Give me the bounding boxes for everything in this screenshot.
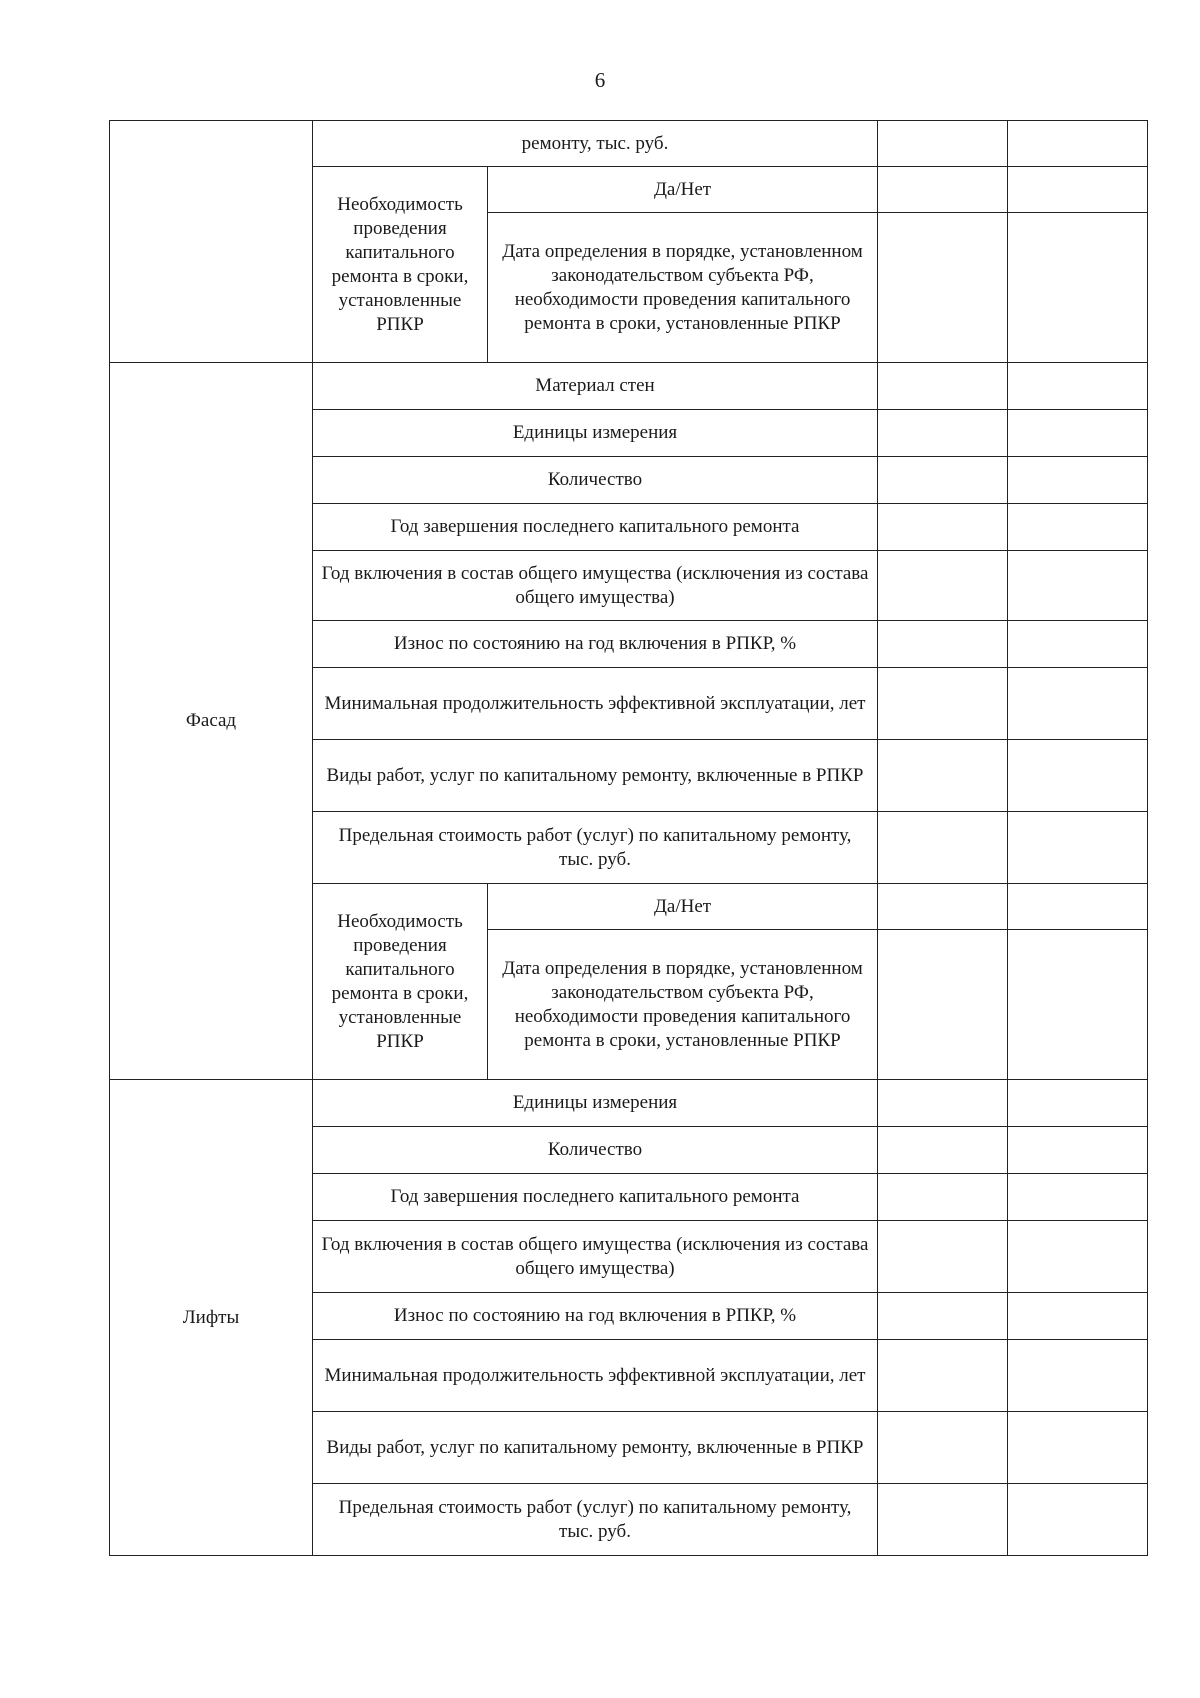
row-label: Материал стен: [313, 363, 878, 410]
value-cell[interactable]: [1008, 1484, 1148, 1556]
value-cell[interactable]: [1008, 740, 1148, 812]
value-cell[interactable]: [1008, 668, 1148, 740]
group-cell-continued: [110, 121, 313, 363]
value-cell[interactable]: [1008, 621, 1148, 668]
row-label: Год включения в состав общего имущества (исключения из состава общего имущества): [313, 1221, 878, 1293]
row-label: ремонту, тыс. руб.: [313, 121, 878, 167]
table-row: [110, 363, 1148, 410]
value-cell[interactable]: [1008, 1080, 1148, 1127]
date-definition-label: Дата определения в порядке, установленном законодательством субъекта РФ, необходимости проведения капитального ремонта в сроки, установленные РПКР: [488, 930, 878, 1080]
value-cell[interactable]: [1008, 1174, 1148, 1221]
row-label: Предельная стоимость работ (услуг) по капитальному ремонту, тыс. руб.: [313, 1484, 878, 1556]
value-cell[interactable]: [878, 1484, 1008, 1556]
value-cell[interactable]: [878, 1174, 1008, 1221]
value-cell[interactable]: [878, 410, 1008, 457]
value-cell[interactable]: [1008, 1412, 1148, 1484]
row-label: Виды работ, услуг по капитальному ремонту, включенные в РПКР: [313, 1412, 878, 1484]
value-cell[interactable]: [1008, 1221, 1148, 1293]
value-cell[interactable]: [878, 884, 1008, 930]
value-cell[interactable]: [1008, 457, 1148, 504]
value-cell[interactable]: [1008, 121, 1148, 167]
table-row: [110, 121, 1148, 167]
value-cell[interactable]: [878, 621, 1008, 668]
value-cell[interactable]: [878, 167, 1008, 213]
value-cell[interactable]: [1008, 1293, 1148, 1340]
value-cell[interactable]: [878, 213, 1008, 363]
value-cell[interactable]: [878, 121, 1008, 167]
yes-no-label: Да/Нет: [488, 884, 878, 930]
value-cell[interactable]: [1008, 1340, 1148, 1412]
value-cell[interactable]: [878, 1412, 1008, 1484]
value-cell[interactable]: [878, 1127, 1008, 1174]
need-repair-label: Необходимость проведения капитального ремонта в сроки, установленные РПКР: [313, 884, 488, 1080]
value-cell[interactable]: [1008, 167, 1148, 213]
capital-repair-table: [109, 120, 1148, 1556]
value-cell[interactable]: [1008, 410, 1148, 457]
group-label-lifts: Лифты: [110, 1080, 313, 1556]
row-label: Минимальная продолжительность эффективной эксплуатации, лет: [313, 668, 878, 740]
value-cell[interactable]: [878, 668, 1008, 740]
yes-no-label: Да/Нет: [488, 167, 878, 213]
value-cell[interactable]: [1008, 930, 1148, 1080]
row-label: Виды работ, услуг по капитальному ремонту, включенные в РПКР: [313, 740, 878, 812]
page-number: 6: [594, 68, 606, 92]
value-cell[interactable]: [1008, 884, 1148, 930]
value-cell[interactable]: [1008, 504, 1148, 551]
row-label: Количество: [313, 1127, 878, 1174]
value-cell[interactable]: [878, 930, 1008, 1080]
value-cell[interactable]: [878, 1080, 1008, 1127]
row-label: Год завершения последнего капитального ремонта: [313, 1174, 878, 1221]
value-cell[interactable]: [878, 551, 1008, 621]
row-label: Износ по состоянию на год включения в РПКР, %: [313, 1293, 878, 1340]
value-cell[interactable]: [878, 1221, 1008, 1293]
row-label: Износ по состоянию на год включения в РПКР, %: [313, 621, 878, 668]
value-cell[interactable]: [878, 457, 1008, 504]
row-label: Количество: [313, 457, 878, 504]
group-label-facade: Фасад: [110, 363, 313, 1080]
value-cell[interactable]: [1008, 213, 1148, 363]
need-repair-label: Необходимость проведения капитального ремонта в сроки, установленные РПКР: [313, 167, 488, 363]
value-cell[interactable]: [1008, 1127, 1148, 1174]
value-cell[interactable]: [878, 812, 1008, 884]
value-cell[interactable]: [1008, 551, 1148, 621]
row-label: Минимальная продолжительность эффективной эксплуатации, лет: [313, 1340, 878, 1412]
value-cell[interactable]: [878, 363, 1008, 410]
table-row: [110, 1080, 1148, 1127]
row-label: Год включения в состав общего имущества (исключения из состава общего имущества): [313, 551, 878, 621]
value-cell[interactable]: [1008, 812, 1148, 884]
value-cell[interactable]: [878, 740, 1008, 812]
date-definition-label: Дата определения в порядке, установленном законодательством субъекта РФ, необходимости проведения капитального ремонта в сроки, установленные РПКР: [488, 213, 878, 363]
row-label: Единицы измерения: [313, 410, 878, 457]
value-cell[interactable]: [878, 504, 1008, 551]
value-cell[interactable]: [1008, 363, 1148, 410]
row-label: Год завершения последнего капитального ремонта: [313, 504, 878, 551]
value-cell[interactable]: [878, 1293, 1008, 1340]
row-label: Предельная стоимость работ (услуг) по капитальному ремонту, тыс. руб.: [313, 812, 878, 884]
row-label: Единицы измерения: [313, 1080, 878, 1127]
value-cell[interactable]: [878, 1340, 1008, 1412]
